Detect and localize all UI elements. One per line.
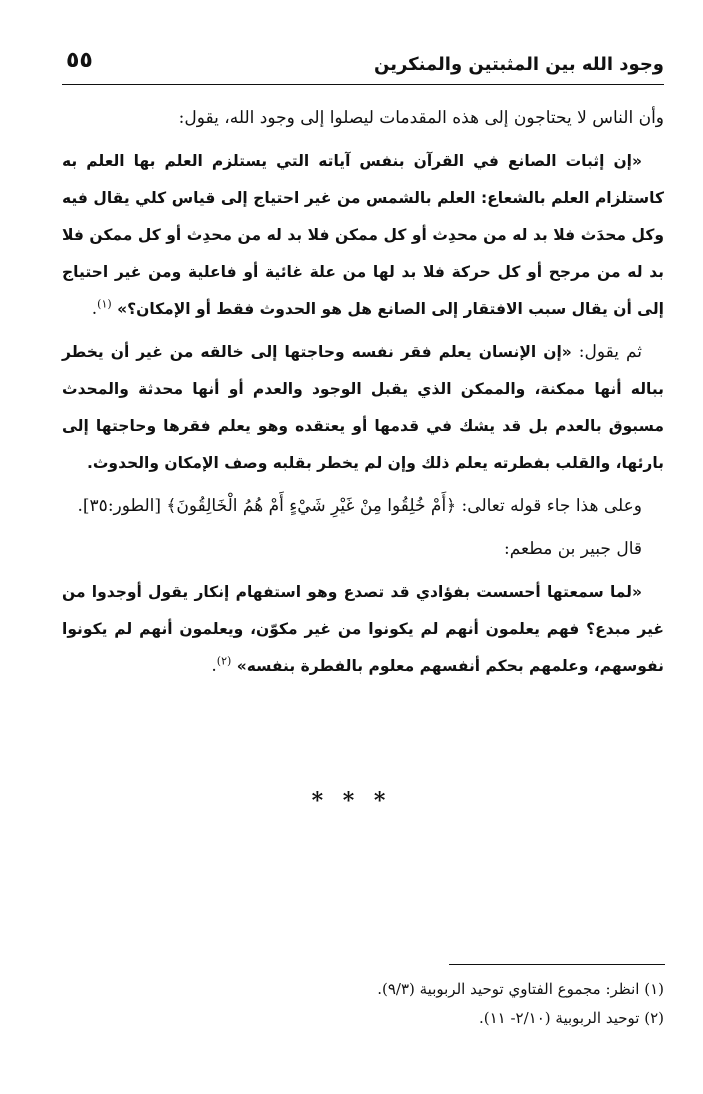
main-text xyxy=(62,100,664,685)
quotation: «لما سمعتها أحسست بفؤادي قد تصدع وهو استفهام إنكار يقول أوجدوا من غير مبدع؟ فهم يعلمون أنهم لم يكونوا من غير مكوّن، ويعلمون أنهم لم يكونوا نفوسهم، وعلمهم بحكم أنفسهم معلوم بالفطرة بنفسه» xyxy=(62,583,664,675)
footnote-divider xyxy=(449,964,665,965)
footnote-ref-2: (٢) xyxy=(216,654,232,668)
header-title: وجود الله بين المثبتين والمنكرين xyxy=(374,54,664,75)
footnote-2: (٢) توحيد الربوبية (٢/١٠- ١١). xyxy=(478,1009,664,1027)
section-separator: * * * xyxy=(311,788,392,814)
paragraph-quote-1: «إن إثبات الصانع في القرآن بنفس آياته التي يستلزم العلم بها العلم به كاستلزام العلم بالشعاع: العلم بالشمس من غير احتياج إلى قياس كلي يقال فيه وكل محدَث فلا بد له من محدِث أو كل ممكن فلا بد له من محدِث أو كل ممكن فلا بد له من مرجح أو كل حركة فلا بد لها من علة غائية أو فاعلية ومن غير احتياج إلى أن يقال سبب الافتقار إلى الصانع هل هو الحدوث فقط أو الإمكان؟» $^{(١)}$. xyxy=(62,152,664,319)
page-number: ٥٥ xyxy=(66,48,93,73)
footnotes xyxy=(62,975,664,1033)
paragraph-quran: وعلى هذا جاء قوله تعالى: ﴿أَمْ خُلِقُوا مِنْ غَيْرِ شَيْءٍ أَمْ هُمُ الْخَالِقُونَ﴾ [الطور:٣٥]. xyxy=(77,496,642,516)
footnote-1: (١) انظر: مجموع الفتاوي توحيد الربوبية (٩/٣). xyxy=(377,980,664,998)
paragraph-intro: وأن الناس لا يحتاجون إلى هذه المقدمات ليصلوا إلى وجود الله، يقول: xyxy=(178,108,664,128)
quotation: «إن إثبات الصانع في القرآن بنفس آياته التي يستلزم العلم بها العلم به كاستلزام العلم بالشعاع: العلم بالشمس من غير احتياج إلى قياس كلي يقال فيه وكل محدَث فلا بد له من محدِث أو كل ممكن فلا بد له من محدِث أو كل ممكن فلا بد له من مرجح أو كل حركة فلا بد لها من علة غائية أو فاعلية ومن غير احتياج إلى أن يقال سبب الافتقار إلى الصانع هل هو الحدوث فقط أو الإمكان؟» xyxy=(62,152,664,318)
quotation: «إن الإنسان يعلم فقر نفسه وحاجتها إلى خالقه من غير أن يخطر بباله أنها ممكنة، والممكن الذي يقبل الوجود والعدم أو أنها محدثة والمحدث مسبوق بالعدم بل قد يشك في قدمها أو يعتقده وهو يعلم فقرها وحاجتها إلى بارئها، والقلب بفطرته يعلم ذلك وإن لم يخطر بقلبه وصف الإمكان والحدوث. xyxy=(62,343,664,472)
quran-verse: ﴿أَمْ خُلِقُوا مِنْ غَيْرِ شَيْءٍ أَمْ هُمُ الْخَالِقُونَ﴾ [الطور:٣٥]. xyxy=(77,496,457,516)
running-header xyxy=(62,46,664,85)
paragraph-jubayr: قال جبير بن مطعم: xyxy=(504,539,642,559)
paragraph-quote-3: «لما سمعتها أحسست بفؤادي قد تصدع وهو استفهام إنكار يقول أوجدوا من غير مبدع؟ فهم يعلمون أنهم لم يكونوا من غير مكوّن، ويعلمون أنهم لم يكونوا نفوسهم، وعلمهم بحكم أنفسهم معلوم بالفطرة بنفسه» $^{(٢)}$. xyxy=(62,583,664,676)
footnote-ref-1: (١) xyxy=(97,297,112,311)
paragraph-quote-2: ثم يقول: «إن الإنسان يعلم فقر نفسه وحاجتها إلى خالقه من غير أن يخطر بباله أنها ممكنة، والممكن الذي يقبل الوجود والعدم أو أنها محدثة والمحدث مسبوق بالعدم بل قد يشك في قدمها أو يعتقده وهو يعلم فقرها وحاجتها إلى بارئها، والقلب بفطرته يعلم ذلك وإن لم يخطر بقلبه وصف الإمكان والحدوث. xyxy=(62,342,664,472)
